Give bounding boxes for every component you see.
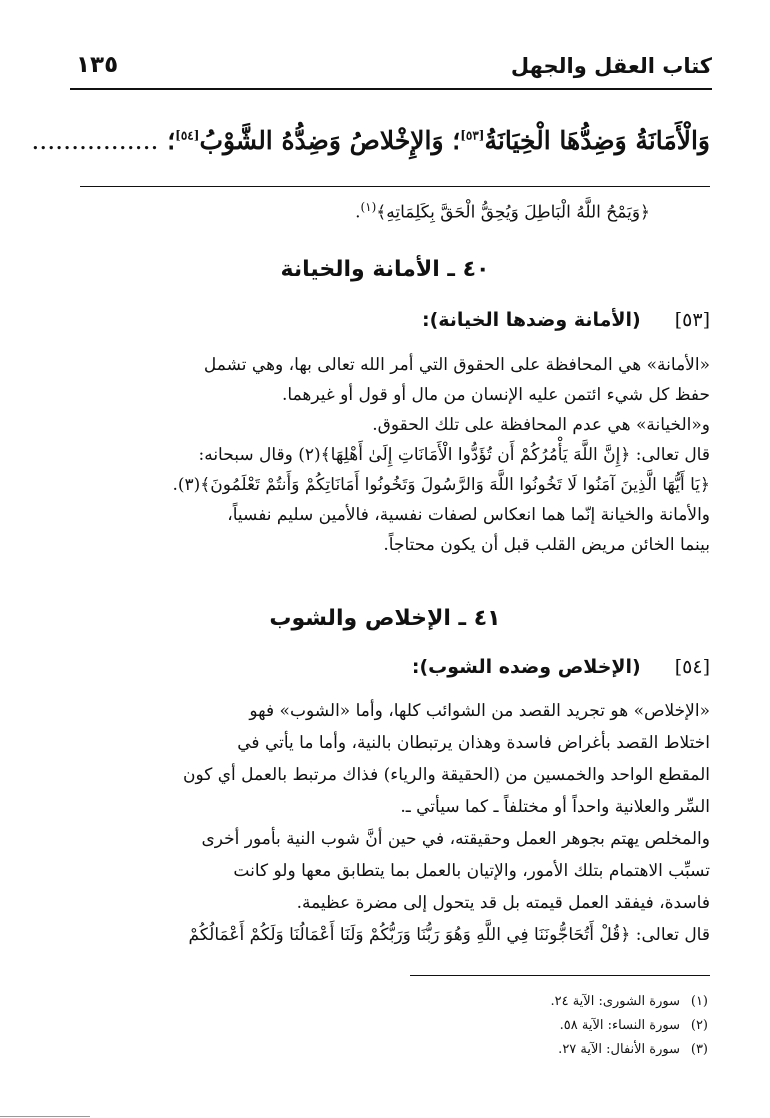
page-edge-rule — [0, 1116, 90, 1117]
headline-part-3: ؛ — [167, 126, 176, 155]
headline-rule — [80, 186, 710, 187]
entry-53 — [260, 309, 710, 331]
paragraph-line: والأمانة والخيانة إنّما هما انعكاس لصفات نفسية، فالأمين سليم نفسياً، — [227, 505, 710, 525]
paragraph-line: قال تعالى: ﴿قُلْ أَتُحَاجُّونَنَا فِي اللَّهِ وَهُوَ رَبُّنَا وَرَبُّكُمْ وَلَنَا أَعْمَالُنَا وَلَكُمْ أَعْمَالُكُمْ — [188, 925, 710, 945]
footnote-text: سورة الشورى: الآية ٢٤. — [550, 994, 680, 1009]
footnote-text: سورة الأنفال: الآية ٢٧. — [558, 1042, 680, 1057]
headline-part-2: ؛ وَالإِخْلاصُ وَضِدُّهُ الشَّوْبُ — [199, 126, 461, 155]
headline-ref-2: [٥٤] — [175, 128, 200, 143]
footnote-number: (١) — [690, 994, 708, 1009]
paragraph-line: فاسدة، فيفقد العمل قيمته بل قد يتحول إلى مضرة عظيمة. — [296, 893, 710, 913]
page-header — [70, 48, 712, 88]
paragraph-line: حفظ كل شيء ائتمن عليه الإنسان من مال أو قول أو غيرهما. — [282, 385, 710, 405]
paragraph-line: المقطع الواحد والخمسين من (الحقيقة والرياء) فذاك مرتبط بالعمل أي كون — [182, 765, 710, 785]
paragraph-line: اختلاط القصد بأغراض فاسدة وهذان يرتبطان بالنية، وأما ما يأتي في — [237, 733, 710, 753]
entry-54 — [260, 656, 710, 678]
paragraph-line: ﴿يَا أَيُّهَا الَّذِينَ آمَنُوا لَا تَخُونُوا اللَّهَ وَالرَّسُولَ وَتَخُونُوا أَمَانَاتِكُمْ وَأَنتُمْ تَعْلَمُونَ﴾(٣). — [172, 475, 710, 495]
footnote-item — [550, 1014, 708, 1038]
entry-53-number: [٥٣] — [674, 309, 710, 331]
entry-54-number: [٥٤] — [674, 656, 710, 678]
intro-verse-ref: (١) — [360, 200, 377, 214]
paragraph-line: والمخلص يهتم بجوهر العمل وحقيقته، في حين أنَّ شوب النية بأمور أخرى — [201, 829, 710, 849]
intro-verse-end: . — [355, 202, 361, 223]
section-41-body — [72, 695, 710, 951]
footnotes — [550, 990, 708, 1062]
headline-part-1: وَالْأَمَانَةُ وَضِدُّهَا الْخِيَانَةُ — [484, 126, 710, 155]
header-rule — [70, 88, 712, 90]
intro-verse-text: ﴿وَيَمْحُ اللَّهُ الْبَاطِلَ وَيُحِقُّ الْحَقَّ بِكَلِمَاتِهِ﴾ — [376, 202, 650, 223]
headline-ref-1: [٥٣] — [460, 128, 485, 143]
section-headline — [31, 126, 710, 155]
footnote-text: سورة النساء: الآية ٥٨. — [559, 1018, 680, 1033]
footnote-number: (٢) — [690, 1018, 708, 1033]
footnote-number: (٣) — [690, 1042, 708, 1057]
intro-verse — [355, 200, 650, 223]
entry-53-label: (الأمانة وضدها الخيانة): — [421, 309, 641, 331]
entry-54-label: (الإخلاص وضده الشوب): — [411, 656, 641, 678]
section-40-body — [72, 350, 710, 560]
book-title: كتاب العقل والجهل — [510, 54, 712, 78]
section-41-heading: ٤١ ـ الإخلاص والشوب — [269, 606, 501, 631]
footnote-rule — [410, 975, 710, 976]
paragraph-line: بينما الخائن مريض القلب قبل أن يكون محتاجاً. — [383, 535, 710, 555]
page-number: ١٣٥ — [76, 52, 119, 78]
footnote-item — [550, 1038, 708, 1062]
paragraph-line: «الأمانة» هي المحافظة على الحقوق التي أمر الله تعالى بها، وهي تشمل — [203, 355, 710, 375]
headline-dots: ................ — [31, 126, 159, 155]
paragraph-line: قال تعالى: ﴿إِنَّ اللَّهَ يَأْمُرُكُمْ أَن تُؤَدُّوا الْأَمَانَاتِ إِلَىٰ أَهْلِهَا﴾(٢) وقال سبحانه: — [198, 445, 710, 465]
paragraph-line: تسبِّب الاهتمام بتلك الأمور، والإتيان بالعمل بما يتطابق معها ولو كانت — [233, 861, 710, 881]
paragraph-line: و«الخيانة» هي عدم المحافظة على تلك الحقوق. — [372, 415, 710, 435]
footnote-item — [550, 990, 708, 1014]
paragraph-line: السِّر والعلانية واحداً أو مختلفاً ـ كما سيأتي ـ. — [400, 797, 710, 817]
section-40-heading: ٤٠ ـ الأمانة والخيانة — [280, 257, 490, 282]
paragraph-line: «الإخلاص» هو تجريد القصد من الشوائب كلها، وأما «الشوب» فهو — [249, 701, 710, 721]
